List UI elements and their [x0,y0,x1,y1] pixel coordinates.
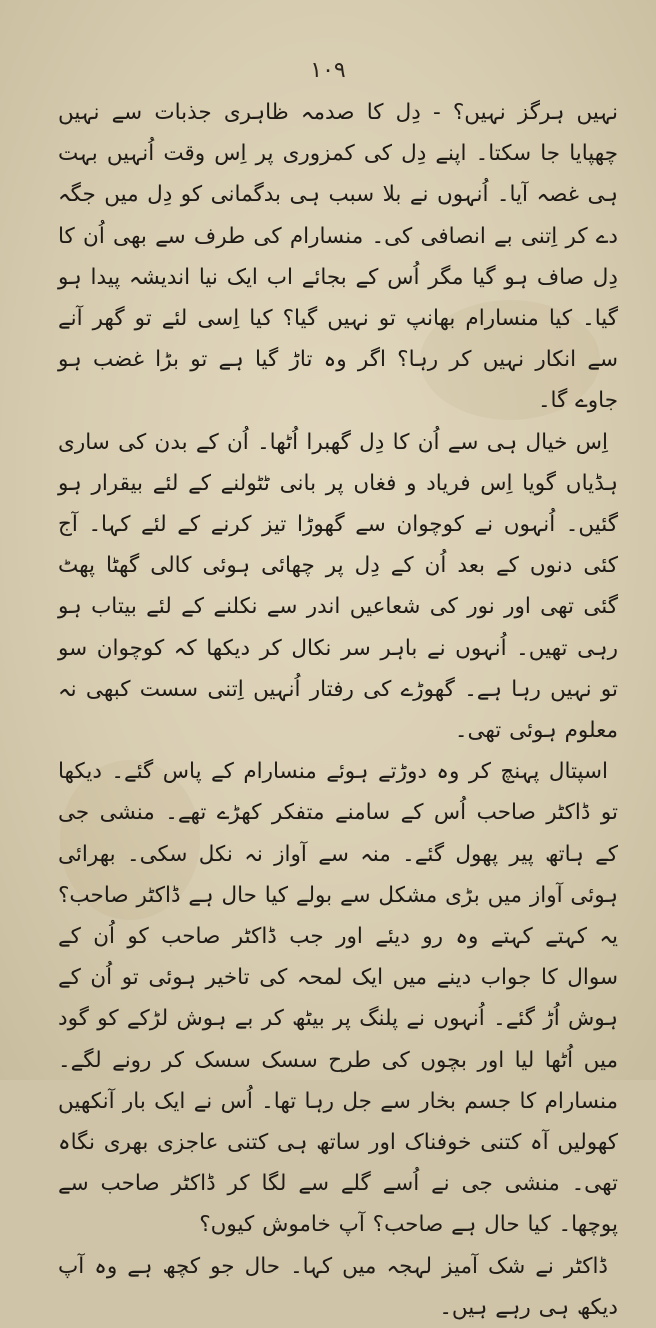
page-body-text [58,92,618,1328]
paragraph-4: ڈاکٹر نے شک آمیز لہجہ میں کہا۔ حال جو کچھ ہے وہ آپ دیکھ ہی رہے ہیں۔ [58,1253,618,1320]
page-number: ۱۰۹ [310,58,346,83]
paragraph-1: نہیں ہرگز نہیں؟ - دِل کا صدمہ ظاہری جذبات سے نہیں چھپایا جا سکتا۔ اپنے دِل کی کمزوری پر اِس وقت اُنہیں بہت ہی غصہ آیا۔ اُنہوں نے بلا سبب ہی بدگمانی کو دِل میں جگہ دے کر اِتنی بے انصافی کی۔ منسارام کی طرف سے بھی اُن کا دِل صاف ہو گیا مگر اُس کے بجائے اب ایک نیا اندیشہ پیدا ہو گیا۔ کیا منسارام بھانپ تو نہیں گیا؟ کیا اِسی لئے تو گھر آنے سے انکار نہیں کر رہا؟ اگر وہ تاڑ گیا ہے تو بڑا غضب ہو جاوے گا۔ [58,100,618,414]
paragraph-3: اسپتال پہنچ کر وہ دوڑتے ہوئے منسارام کے پاس گئے۔ دیکھا تو ڈاکٹر صاحب اُس کے سامنے متفکر کھڑے تھے۔ منشی جی کے ہاتھ پیر پھول گئے۔ منہ سے آواز نہ نکل سکی۔ بھرائی ہوئی آواز میں بڑی مشکل سے بولے کیا حال ہے ڈاکٹر صاحب؟ یہ کہتے کہتے وہ رو دیئے اور جب ڈاکٹر صاحب کو اُن کے سوال کا جواب دینے میں ایک لمحہ کی تاخیر ہوئی تو اُن کے ہوش اُڑ گئے۔ اُنہوں نے پلنگ پر بیٹھ کر بے ہوش لڑکے کو گود میں اُٹھا لیا اور بچوں کی طرح سسک سسک کر رونے لگے۔ منسارام کا جسم بخار سے جل رہا تھا۔ اُس نے ایک بار آنکھیں کھولیں آہ کتنی خوفناک اور ساتھ ہی کتنی عاجزی بھری نگاہ تھی۔ منشی جی نے اُسے گلے سے لگا کر ڈاکٹر صاحب سے پوچھا۔ کیا حال ہے صاحب؟ آپ خاموش کیوں؟ [58,759,618,1238]
paragraph-2: اِس خیال ہی سے اُن کا دِل گھبرا اُٹھا۔ اُن کے بدن کی ساری ہڈیاں گویا اِس فریاد و فغاں پر بانی ٹٹولنے کے لئے بیقرار ہو گئیں۔ اُنہوں نے کوچوان سے گھوڑا تیز کرنے کے لئے کہا۔ آج کئی دنوں کے بعد اُن کے دِل پر چھائی ہوئی کالی گھٹا پھٹ گئی تھی اور نور کی شعاعیں اندر سے نکلنے کے لئے بیتاب ہو رہی تھیں۔ اُنہوں نے باہر سر نکال کر دیکھا کہ کوچوان سو تو نہیں رہا ہے۔ گھوڑے کی رفتار اُنہیں اِتنی سست کبھی نہ معلوم ہوئی تھی۔ [58,429,618,744]
